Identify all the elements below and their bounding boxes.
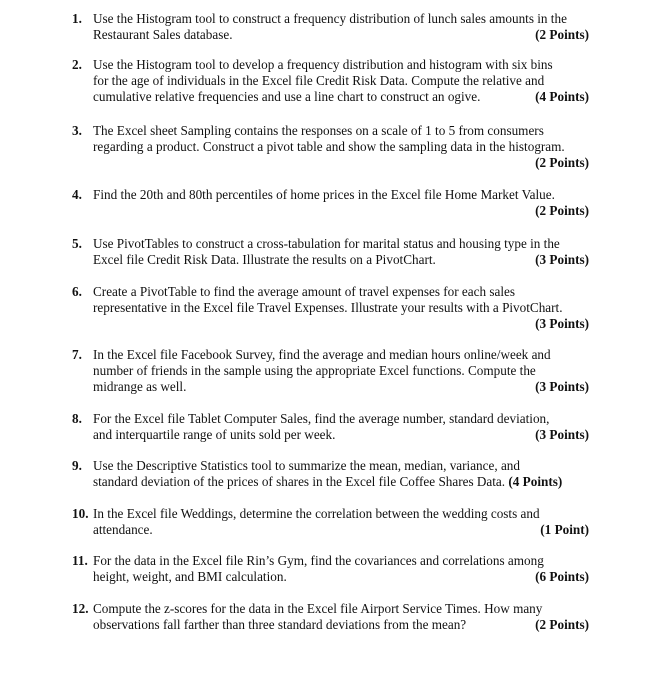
points-label: (3 Points) — [535, 379, 589, 394]
points-label: (2 Points) — [535, 27, 589, 42]
question-number: 12. — [72, 601, 89, 616]
question-2 — [72, 57, 589, 105]
question-text-line: midrange as well. (3 Points) — [93, 379, 589, 394]
question-text-line: representative in the Excel file Travel Expenses. Illustrate your results with a PivotChart. — [93, 300, 563, 315]
points-label: (1 Point) — [540, 522, 589, 537]
question-text-line: For the Excel file Tablet Computer Sales, find the average number, standard deviation, — [93, 411, 550, 426]
question-text-line: observations fall farther than three standard deviations from the mean? (2 Points) — [93, 617, 589, 632]
question-7 — [72, 347, 589, 395]
question-1 — [72, 11, 589, 43]
question-text-line: Restaurant Sales database. (2 Points) — [93, 27, 589, 42]
question-text-line: Use the Histogram tool to construct a frequency distribution of lunch sales amounts in the — [93, 11, 567, 26]
points-label: (3 Points) — [535, 427, 589, 442]
question-3 — [72, 123, 589, 171]
question-text-line: In the Excel file Facebook Survey, find the average and median hours online/week and — [93, 347, 551, 362]
question-number: 10. — [72, 506, 89, 521]
question-number: 8. — [72, 411, 82, 426]
question-text-line: For the data in the Excel file Rin’s Gym, find the covariances and correlations among — [93, 553, 544, 568]
question-8 — [72, 411, 589, 443]
question-12 — [72, 601, 589, 633]
question-5 — [72, 236, 589, 268]
points-label: (2 Points) — [535, 617, 589, 632]
question-text-line: number of friends in the sample using the appropriate Excel functions. Compute the — [93, 363, 536, 378]
points-label: (4 Points) — [535, 89, 589, 104]
question-number: 5. — [72, 236, 82, 251]
question-number: 2. — [72, 57, 82, 72]
question-4 — [72, 187, 589, 219]
points-label: (2 Points) — [535, 155, 589, 170]
question-text-line: attendance. (1 Point) — [93, 522, 589, 537]
question-text-line: regarding a product. Construct a pivot table and show the sampling data in the histogram. — [93, 139, 565, 154]
question-text-line: Excel file Credit Risk Data. Illustrate the results on a PivotChart. (3 Points) — [93, 252, 589, 267]
question-number: 7. — [72, 347, 82, 362]
question-10 — [72, 506, 589, 538]
points-label: (3 Points) — [535, 316, 589, 331]
points-label: (2 Points) — [535, 203, 589, 218]
points-label: (4 Points) — [508, 474, 563, 489]
question-text-line: Use the Descriptive Statistics tool to summarize the mean, median, variance, and — [93, 458, 520, 473]
question-text-line: Create a PivotTable to find the average amount of travel expenses for each sales — [93, 284, 516, 299]
question-number: 6. — [72, 284, 82, 299]
question-text-line: cumulative relative frequencies and use a line chart to construct an ogive. (4 Points) — [93, 89, 589, 104]
question-text-line: height, weight, and BMI calculation. (6 Points) — [93, 569, 589, 584]
question-9 — [72, 458, 589, 490]
question-6 — [72, 284, 589, 332]
question-text-line: Compute the z-scores for the data in the Excel file Airport Service Times. How many — [93, 601, 543, 616]
question-text-line: for the age of individuals in the Excel file Credit Risk Data. Compute the relative and — [93, 73, 545, 88]
question-text-line: standard deviation of the prices of shares in the Excel file Coffee Shares Data. (4 Points) — [93, 474, 563, 489]
question-number: 9. — [72, 458, 82, 473]
question-number: 1. — [72, 11, 82, 26]
question-text-line: Use the Histogram tool to develop a frequency distribution and histogram with six bins — [93, 57, 553, 72]
question-number: 11. — [72, 553, 88, 568]
question-number: 3. — [72, 123, 82, 138]
question-text-line: and interquartile range of units sold per week. (3 Points) — [93, 427, 589, 442]
points-label: (6 Points) — [535, 569, 589, 584]
points-label: (3 Points) — [535, 252, 589, 267]
question-11 — [72, 553, 589, 585]
question-text-line: Use PivotTables to construct a cross-tabulation for marital status and housing type in the — [93, 236, 560, 251]
question-text-line: The Excel sheet Sampling contains the responses on a scale of 1 to 5 from consumers — [93, 123, 544, 138]
question-text-line: In the Excel file Weddings, determine the correlation between the wedding costs and — [93, 506, 540, 521]
question-text-line: Find the 20th and 80th percentiles of home prices in the Excel file Home Market Value. — [93, 187, 555, 202]
question-number: 4. — [72, 187, 82, 202]
